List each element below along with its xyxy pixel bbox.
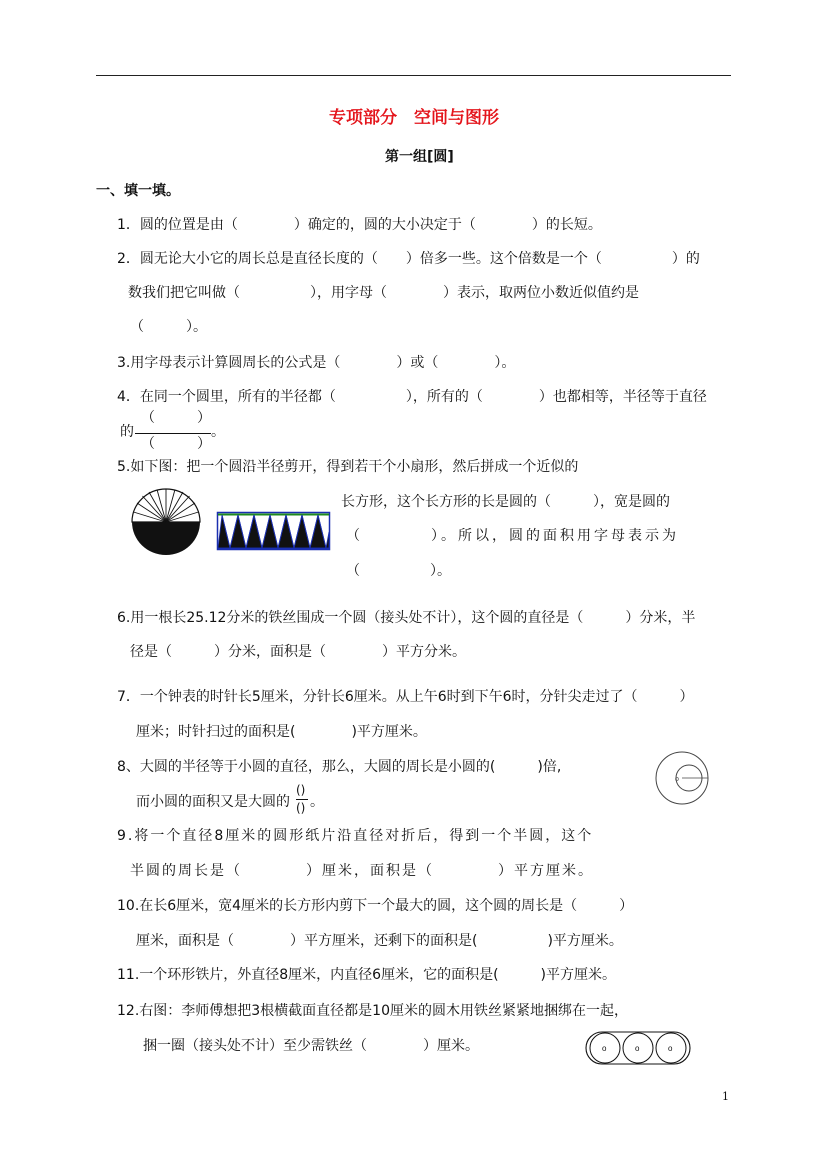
fraction-bar xyxy=(296,799,308,800)
log-center-label: o xyxy=(668,1044,673,1053)
question-7-line-2: 厘米；时针扫过的面积是( )平方厘米。 xyxy=(136,724,427,740)
rearranged-rectangle-figure xyxy=(217,512,330,550)
page-title: 专项部分 空间与图形 xyxy=(329,108,499,128)
fraction-bar xyxy=(135,433,211,434)
question-10-line-2: 厘米，面积是（ ）平方厘米，还剩下的面积是( )平方厘米。 xyxy=(136,933,623,949)
page-subtitle: 第一组[圆] xyxy=(385,149,454,165)
question-4-prefix: 的 xyxy=(120,424,134,440)
question-5-line-3: （ ）。所以，圆的面积用字母表示为 xyxy=(346,528,679,544)
header-rule xyxy=(96,75,731,76)
question-7-line-1: 7．一个钟表的时针长5厘米，分针长6厘米。从上午6时到下午6时，分针尖走过了（ ） xyxy=(117,689,694,705)
cut-circle-figure xyxy=(130,488,202,556)
log-center-label: o xyxy=(602,1044,607,1053)
question-8-suffix: 。 xyxy=(310,794,324,810)
question-11: 11.一个环形铁片，外直径8厘米，内直径6厘米，它的面积是( )平方厘米。 xyxy=(117,967,617,983)
bundled-logs-figure xyxy=(585,1031,691,1065)
question-9-line-1: 9.将一个直径8厘米的圆形纸片沿直径对折后，得到一个半圆，这个 xyxy=(117,828,594,844)
question-3: 3.用字母表示计算圆周长的公式是（ ）或（ ）。 xyxy=(117,355,516,371)
fraction-numerator: （ ） xyxy=(141,410,211,426)
question-5-line-4: （ ）。 xyxy=(346,563,451,579)
question-2-line-3: （ ）。 xyxy=(130,319,207,335)
question-6-line-1: 6.用一根长25.12分米的铁丝围成一个圆（接头处不计），这个圆的直径是（ ）分米，半 xyxy=(117,610,696,626)
question-8-line-2: 而小圆的面积又是大圆的 xyxy=(136,794,290,810)
question-10-line-1: 10.在长6厘米，宽4厘米的长方形内剪下一个最大的圆，这个圆的周长是（ ） xyxy=(117,898,634,914)
question-9-line-2: 半圆的周长是（ ）厘米，面积是（ ）平方厘米。 xyxy=(130,863,594,879)
question-12-line-2: 捆一圈（接头处不计）至少需铁丝（ ）厘米。 xyxy=(143,1038,479,1054)
page-number: 1 xyxy=(722,1090,729,1103)
question-5-line-2: 长方形，这个长方形的长是圆的（ ），宽是圆的 xyxy=(341,494,670,510)
question-6-line-2: 径是（ ）分米，面积是（ ）平方分米。 xyxy=(130,644,466,660)
question-4-suffix: 。 xyxy=(211,424,225,440)
fraction-numerator: () xyxy=(296,783,306,797)
question-4-line-1: 4．在同一个圆里，所有的半径都（ ），所有的（ ）也都相等，半径等于直径 xyxy=(117,389,707,405)
question-2-line-1: 2．圆无论大小它的周长总是直径长度的（ ）倍多一些。这个倍数是一个（ ）的 xyxy=(117,251,700,267)
question-5-line-1: 5.如下图：把一个圆沿半径剪开，得到若干个小扇形，然后拼成一个近似的 xyxy=(117,459,579,475)
fraction-denominator: （ ） xyxy=(141,436,211,452)
fraction-denominator: () xyxy=(296,801,306,815)
question-2-line-2: 数我们把它叫做（ ），用字母（ ）表示，取两位小数近似值约是 xyxy=(128,285,639,301)
section-heading: 一、填一填。 xyxy=(96,183,180,199)
question-8-line-1: 8、大圆的半径等于小圆的直径，那么，大圆的周长是小圆的( )倍, xyxy=(117,759,562,775)
question-1: 1．圆的位置是由（ ）确定的，圆的大小决定于（ ）的长短。 xyxy=(117,217,602,233)
nested-circles-figure xyxy=(654,751,710,805)
log-center-label: o xyxy=(635,1044,640,1053)
question-12-line-1: 12.右图：李师傅想把3根横截面直径都是10厘米的圆木用铁丝紧紧地捆绑在一起， xyxy=(117,1003,628,1019)
circle-center-label: o xyxy=(675,776,679,783)
